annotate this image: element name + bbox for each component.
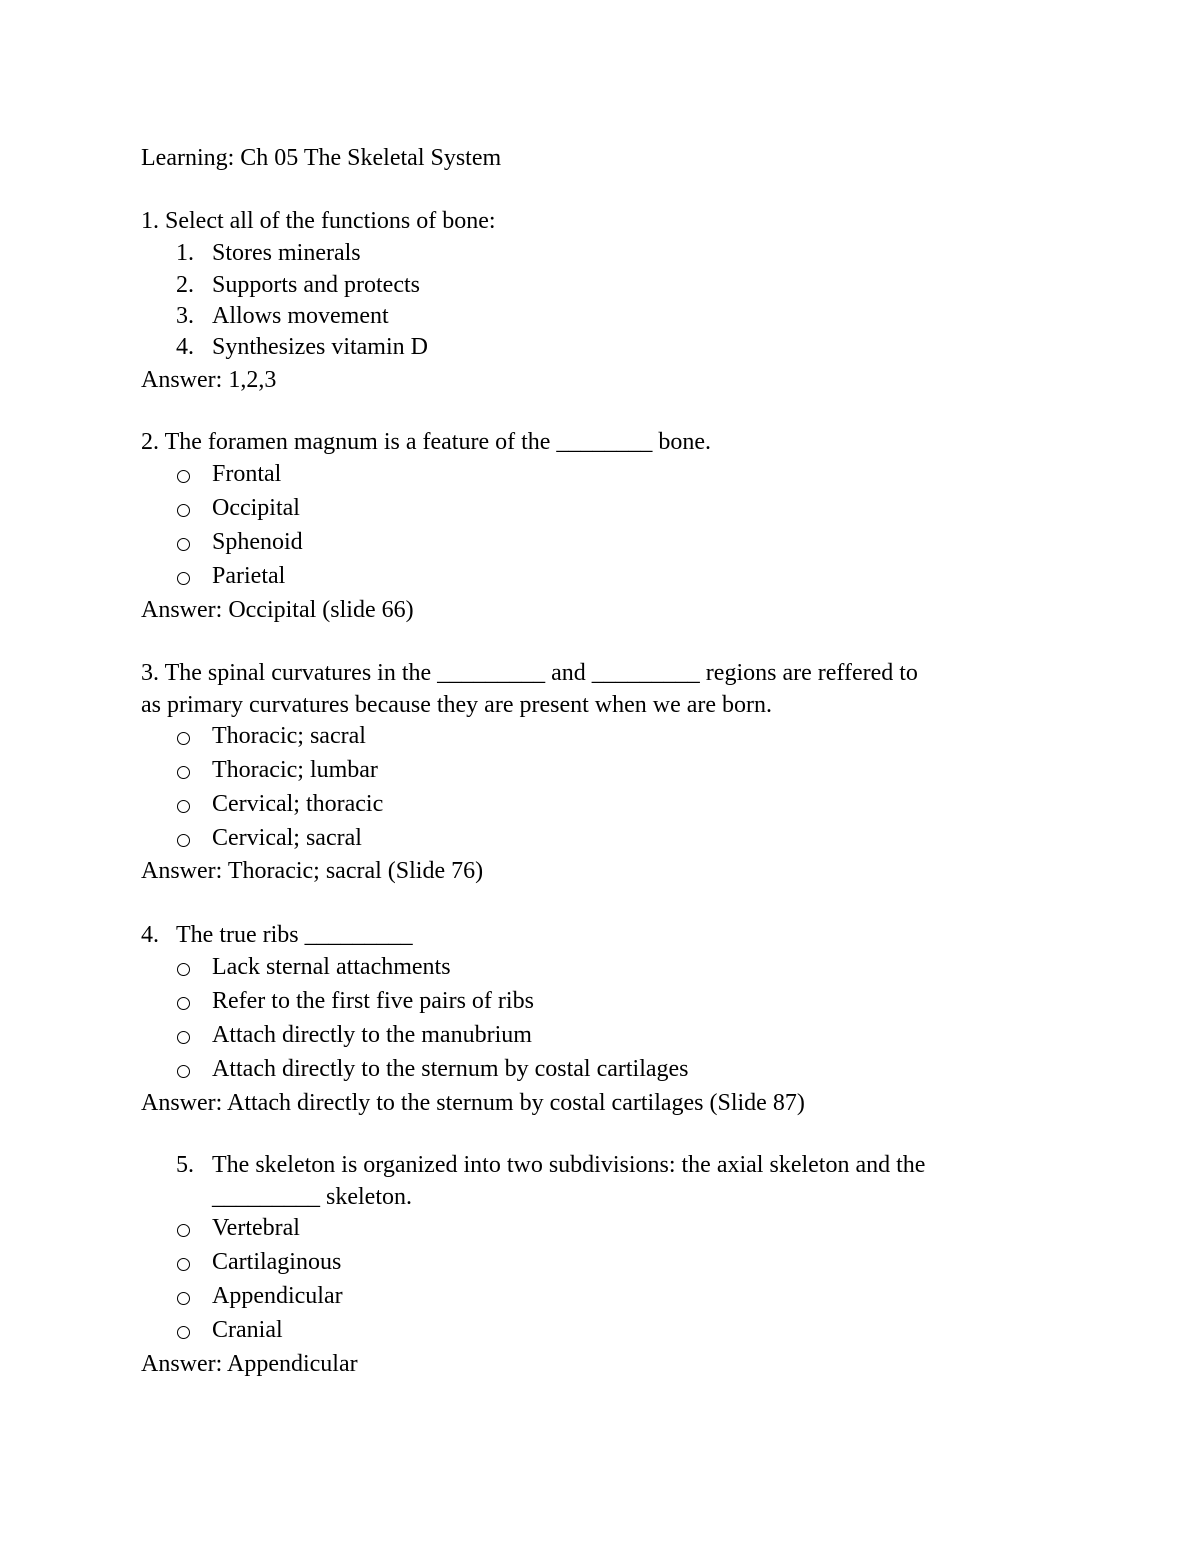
question-4-answer: Answer: Attach directly to the sternum by costal cartilages (Slide 87): [141, 1090, 805, 1116]
question-3-prompt: 3. The spinal curvatures in the _________ and _________ regions are reffered to: [141, 660, 918, 686]
question-1-answer: Answer: 1,2,3: [141, 367, 277, 393]
question-1-option: Stores minerals: [212, 240, 361, 266]
question-2-option: Frontal: [212, 461, 282, 487]
question-1-option: Supports and protects: [212, 272, 420, 298]
question-3-option: Cervical; sacral: [212, 825, 362, 851]
question-4-option: Attach directly to the manubrium: [212, 1022, 532, 1048]
question-5-option: Vertebral: [212, 1215, 300, 1241]
bullet-icon: [177, 1292, 190, 1305]
question-2-answer: Answer: Occipital (slide 66): [141, 597, 414, 623]
question-4-option: Refer to the first five pairs of ribs: [212, 988, 534, 1014]
question-2-option: Parietal: [212, 563, 286, 589]
question-4-prompt: The true ribs _________: [176, 922, 413, 948]
question-2-option: Sphenoid: [212, 529, 303, 555]
question-1-prompt: 1. Select all of the functions of bone:: [141, 208, 496, 234]
question-5-option: Cranial: [212, 1317, 283, 1343]
question-1-option-number: 3.: [176, 303, 194, 329]
bullet-icon: [177, 834, 190, 847]
bullet-icon: [177, 732, 190, 745]
bullet-icon: [177, 470, 190, 483]
bullet-icon: [177, 572, 190, 585]
question-5-number: 5.: [176, 1152, 194, 1178]
question-4-number: 4.: [141, 922, 159, 948]
question-2-prompt: 2. The foramen magnum is a feature of the ________ bone.: [141, 429, 712, 455]
bullet-icon: [177, 1258, 190, 1271]
question-5-prompt: The skeleton is organized into two subdivisions: the axial skeleton and the: [212, 1152, 926, 1178]
question-3-answer: Answer: Thoracic; sacral (Slide 76): [141, 858, 484, 884]
question-1-option-number: 1.: [176, 240, 194, 266]
question-5-answer: Answer: Appendicular: [141, 1351, 358, 1377]
question-5-option: Cartilaginous: [212, 1249, 342, 1275]
question-1-option: Synthesizes vitamin D: [212, 334, 428, 360]
bullet-icon: [177, 1326, 190, 1339]
bullet-icon: [177, 1224, 190, 1237]
question-3-option: Cervical; thoracic: [212, 791, 384, 817]
question-4-option: Lack sternal attachments: [212, 954, 451, 980]
question-1-option: Allows movement: [212, 303, 389, 329]
bullet-icon: [177, 963, 190, 976]
bullet-icon: [177, 1031, 190, 1044]
question-1-option-number: 4.: [176, 334, 194, 360]
document-title: Learning: Ch 05 The Skeletal System: [141, 145, 502, 171]
bullet-icon: [177, 800, 190, 813]
question-2-option: Occipital: [212, 495, 300, 521]
question-1-option-number: 2.: [176, 272, 194, 298]
question-3-prompt-continued: as primary curvatures because they are present when we are born.: [141, 692, 773, 718]
question-4-option: Attach directly to the sternum by costal cartilages: [212, 1056, 689, 1082]
question-5-option: Appendicular: [212, 1283, 343, 1309]
bullet-icon: [177, 538, 190, 551]
bullet-icon: [177, 1065, 190, 1078]
bullet-icon: [177, 766, 190, 779]
question-5-prompt-continued: _________ skeleton.: [212, 1184, 412, 1210]
bullet-icon: [177, 997, 190, 1010]
question-3-option: Thoracic; lumbar: [212, 757, 378, 783]
question-3-option: Thoracic; sacral: [212, 723, 366, 749]
bullet-icon: [177, 504, 190, 517]
